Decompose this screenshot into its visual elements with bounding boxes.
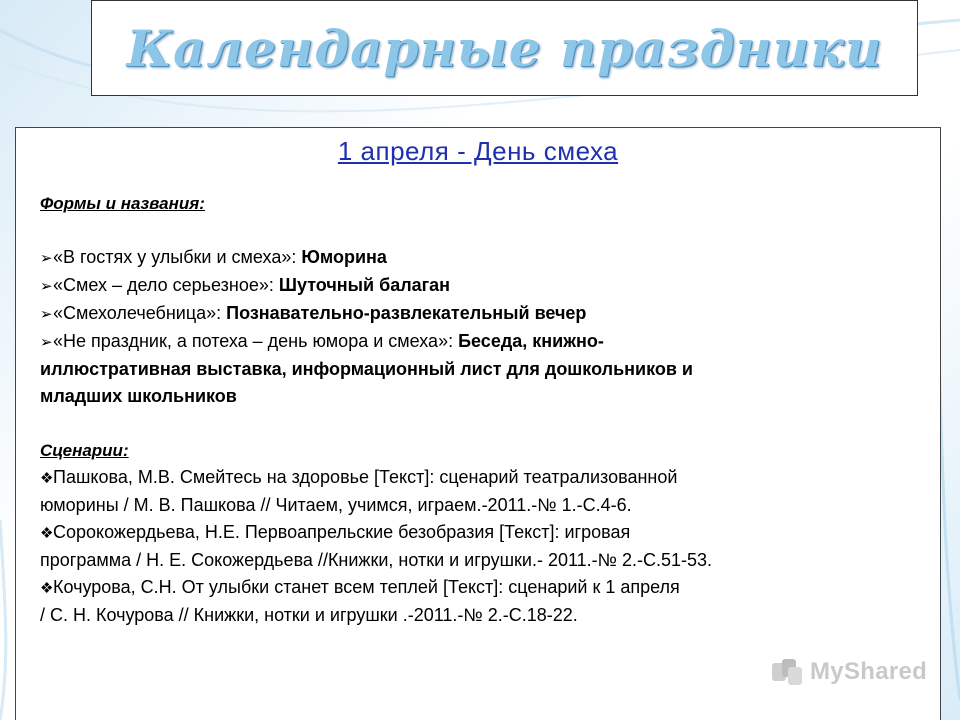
list-item bbox=[40, 244, 940, 272]
arrow-bullet-icon: ➢ bbox=[40, 306, 53, 323]
myshared-watermark bbox=[770, 657, 927, 687]
diamond-bullet-icon: ❖ bbox=[40, 580, 54, 597]
scenario-text: Пашкова, М.В. Смейтесь на здоровье [Текст]: сценарий театрализованной bbox=[53, 467, 678, 487]
scenarios-label: Сценарии: bbox=[40, 441, 129, 460]
form-name: «Смех – дело серьезное»: bbox=[53, 275, 279, 295]
form-name: «Не праздник, а потеха – день юмора и смеха»: bbox=[53, 331, 459, 351]
list-item-continuation: / С. Н. Кочурова // Книжки, нотки и игрушки .-2011.-№ 2.-С.18-22. bbox=[40, 605, 578, 625]
slide-title: Календарные праздники bbox=[126, 18, 883, 78]
content-heading bbox=[16, 136, 940, 167]
list-item-continuation: программа / Н. Е. Сокожердьева //Книжки, нотки и игрушки.- 2011.-№ 2.-С.51-53. bbox=[40, 550, 713, 570]
myshared-logo-icon bbox=[770, 657, 804, 687]
form-name: «В гостях у улыбки и смеха»: bbox=[53, 247, 302, 267]
scenario-text: Кочурова, С.Н. От улыбки станет всем теплей [Текст]: сценарий к 1 апреля bbox=[53, 577, 680, 597]
forms-section-label bbox=[40, 190, 940, 217]
title-box bbox=[91, 0, 918, 96]
form-type: Юморина bbox=[301, 247, 387, 267]
heading-text: 1 апреля - День смеха bbox=[337, 136, 619, 166]
arrow-bullet-icon: ➢ bbox=[40, 278, 53, 295]
list-item bbox=[40, 328, 940, 356]
list-item-continuation: юморины / М. В. Пашкова // Читаем, учимся, играем.-2011.-№ 1.-С.4-6. bbox=[40, 495, 632, 515]
form-type: Познавательно-развлекательный вечер bbox=[226, 303, 587, 323]
form-type: Беседа, книжно- bbox=[458, 331, 604, 351]
list-item-continuation: младших школьников bbox=[40, 386, 237, 406]
form-type: Шуточный балаган bbox=[278, 275, 451, 295]
arrow-bullet-icon: ➢ bbox=[40, 250, 53, 267]
form-name: «Смехолечебница»: bbox=[53, 303, 227, 323]
list-item bbox=[40, 272, 940, 300]
list-item bbox=[40, 574, 940, 602]
diamond-bullet-icon: ❖ bbox=[40, 470, 54, 487]
list-item-continuation: иллюстративная выставка, информационный лист для дошкольников и bbox=[40, 359, 693, 379]
scenarios-section-label bbox=[40, 437, 940, 464]
forms-label: Формы и названия: bbox=[40, 194, 205, 213]
watermark-text: MyShared bbox=[810, 658, 928, 685]
scenario-text: Сорокожердьева, Н.Е. Первоапрельские безобразия [Текст]: игровая bbox=[53, 522, 631, 542]
list-item bbox=[40, 519, 940, 547]
diamond-bullet-icon: ❖ bbox=[40, 525, 54, 542]
list-item bbox=[40, 464, 940, 492]
arrow-bullet-icon: ➢ bbox=[40, 334, 53, 351]
body-text bbox=[40, 190, 940, 629]
list-item bbox=[40, 300, 940, 328]
content-box bbox=[15, 127, 941, 720]
